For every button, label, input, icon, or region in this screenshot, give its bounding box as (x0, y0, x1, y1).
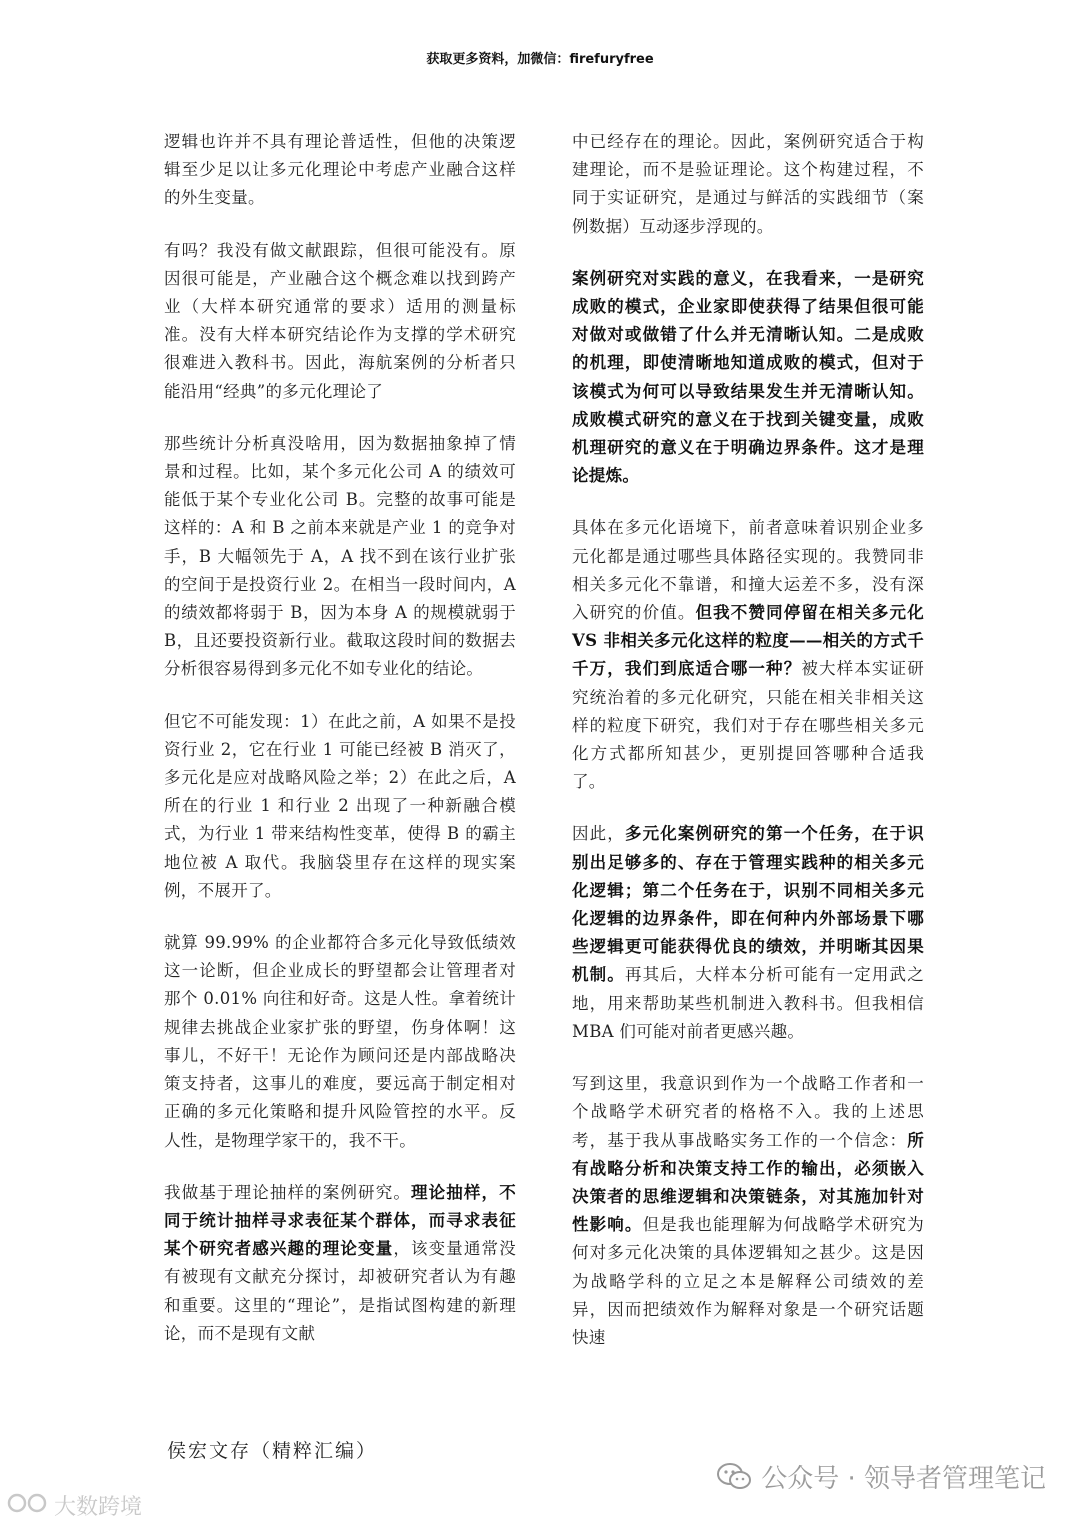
paragraph (164, 1179, 516, 1348)
body-text: 那些统计分析真没啥用，因为数据抽象掉了情景和过程。比如，某个多元化公司 A 的绩效可能低于某个专业化公司 B。完整的故事可能是这样的：A 和 B 之前本来就是产业 1 的竞争对手，B 大幅领先于 A，A 找不到在该行业扩张的空间于是投资行业 2。在相当一段时间内，A 的绩效都将弱于 B，因为本身 A 的规模就弱于 B，且还要投资新行业。截取这段时间的数据去分析很容易得到多元化不如专业化的结论。 (164, 433, 516, 679)
bold-text: 案例研究对实践的意义，在我看来，一是研究成败的模式，企业家即使获得了结果但很可能对做对或做错了什么并无清晰认知。二是成败的机理，即使清晰地知道成败的模式，但对于该模式为何可以导致结果发生并无清晰认知。成败模式研究的意义在于找到关键变量，成败机理研究的意义在于明确边界条件。这才是理论提炼。 (572, 268, 924, 486)
wechat-watermark (717, 1458, 1046, 1495)
bold-text: 所有战略分析和决策支持工作的输出，必须嵌入决策者的思维逻辑和决策链条，对其施加针对性影响。 (572, 1130, 924, 1235)
body-text: 写到这里，我意识到作为一个战略工作者和一个战略学术研究者的格格不入。我的上述思考，基于我从事战略实务工作的一个信念： (572, 1074, 924, 1150)
wechat-icon (717, 1463, 751, 1491)
body-text: 就算 99.99% 的企业都符合多元化导致低绩效这一论断，但企业成长的野望都会让管理者对那个 0.01% 向往和好奇。这是人性。拿着统计规律去挑战企业家扩张的野望，伤身体啊！这事儿，不好干！无论作为顾问还是内部战略决策支持者，这事儿的难度，要远高于制定相对正确的多元化策略和提升风险管控的水平。反人性，是物理学家干的，我不干。 (164, 933, 516, 1150)
bold-text: 但我不赞同停留在相关多元化 VS 非相关多元化这样的粒度——相关的方式千千万，我们到底适合哪一种？ (572, 603, 924, 679)
body-text: ，该变量通常没有被现有文献充分探讨，却被研究者认为有趣和重要。这里的“理论”，是指试图构建的新理论，而不是现有文献 (164, 1239, 516, 1343)
body-text: 被大样本实证研究统治着的多元化研究，只能在相关非相关这样的粒度下研究，我们对于存在哪些相关多元化方式都所知甚少，更别提回答哪种合适我了。 (572, 659, 924, 792)
body-text: 再其后，大样本分析可能有一定用武之地，用来帮助某些机制进入教科书。但我相信 MBA 们可能对前者更感兴趣。 (572, 965, 924, 1041)
paragraph (572, 820, 924, 1046)
paragraph (572, 128, 924, 241)
body-text: 但它不可能发现：1）在此之前，A 如果不是投资行业 2，它在行业 1 可能已经被 B 消灭了，多元化是应对战略风险之举；2）在此之后，A 所在的行业 1 和行业 2 出现了一种新融合模式，为行业 1 带来结构性变革，使得 B 的霸主地位被 A 取代。我脑袋里存在这样的现实案例，不展开了。 (164, 711, 516, 900)
corner-watermark (6, 1490, 142, 1521)
bold-text: 理论抽样，不同于统计抽样寻求表征某个群体，而寻求表征某个研究者感兴趣的理论变量 (164, 1182, 516, 1259)
left-column (164, 128, 516, 1372)
body-text: 但是我也能理解为何战略学术研究为何对多元化决策的具体逻辑知之甚少。这是因为战略学科的立足之本是解释公司绩效的差异，因而把绩效作为解释对象是一个研究话题快速 (572, 1215, 924, 1347)
paragraph (164, 929, 516, 1155)
body-text: 中已经存在的理论。因此，案例研究适合于构建理论，而不是验证理论。这个构建过程，不同于实证研究，是通过与鲜活的实践细节（案例数据）互动逐步浮现的。 (572, 132, 924, 236)
watermark-text: 公众号 · 领导者管理笔记 (761, 1464, 1046, 1494)
paragraph (164, 708, 516, 905)
paragraph (572, 1070, 924, 1352)
corner-watermark-text: 大数跨境 (54, 1495, 143, 1520)
book-title: 侯宏文存（精粹汇编） (167, 1440, 378, 1462)
body-text: 因此， (572, 824, 625, 844)
header-note: 获取更多资料，加微信：firefuryfree (426, 52, 654, 67)
bold-text: 多元化案例研究的第一个任务，在于识别出足够多的、存在于管理实践种的相关多元化逻辑；第二个任务在于，识别不同相关多元化逻辑的边界条件，即在何种内外部场景下哪些逻辑更可能获得优良的绩效，并明晰其因果机制。 (572, 824, 924, 985)
paragraph (572, 514, 924, 796)
body-text: 有吗？我没有做文献跟踪，但很可能没有。原因很可能是，产业融合这个概念难以找到跨产业（大样本研究通常的要求）适用的测量标准。没有大样本研究结论作为支撑的学术研究很难进入教科书。因此，海航案例的分析者只能沿用“经典”的多元化理论了 (164, 240, 516, 401)
body-text: 我做基于理论抽样的案例研究。 (164, 1182, 411, 1202)
body-text: 逻辑也许并不具有理论普适性，但他的决策逻辑至少足以让多元化理论中考虑产业融合这样的外生变量。 (164, 132, 516, 208)
paragraph (572, 265, 924, 491)
logo-icon (6, 1492, 50, 1520)
paragraph (164, 430, 516, 684)
body-text: 具体在多元化语境下，前者意味着识别企业多元化都是通过哪些具体路径实现的。我赞同非相关多元化不靠谱，和撞大运差不多，没有深入研究的价值。 (572, 518, 924, 623)
right-column (572, 128, 924, 1376)
paragraph (164, 237, 516, 406)
paragraph (164, 128, 516, 213)
